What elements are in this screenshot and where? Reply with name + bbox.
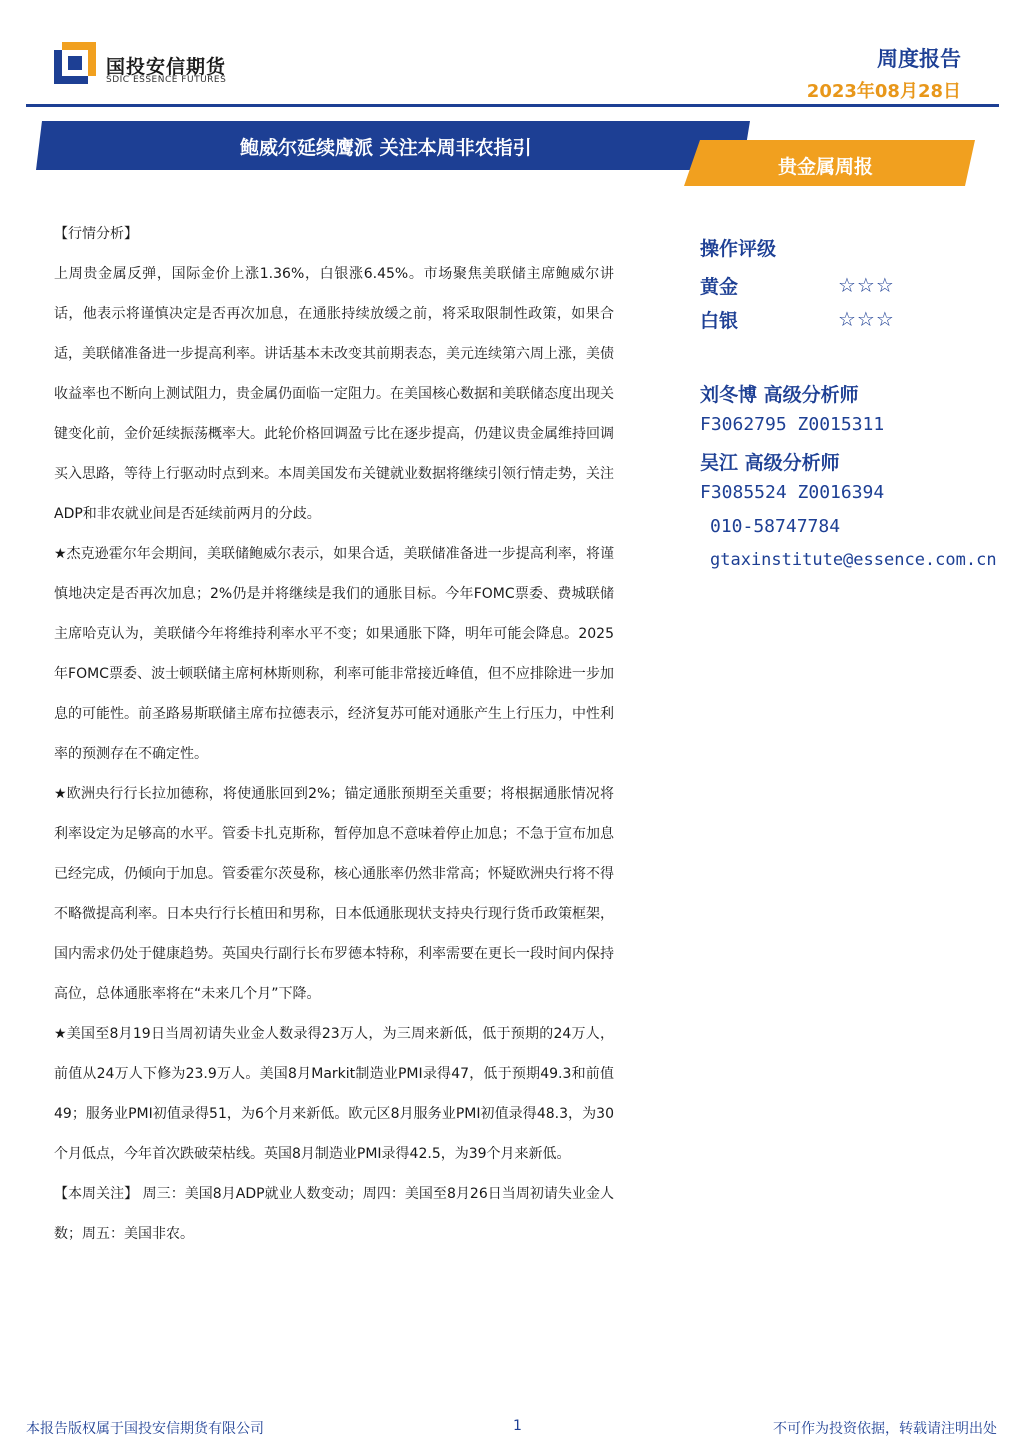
rating-row-gold	[700, 268, 1025, 302]
footer-copyright: 本报告版权属于国投安信期货有限公司	[26, 1421, 264, 1437]
report-type: 周度报告	[877, 47, 961, 71]
analyst-name: 吴江 高级分析师	[700, 452, 840, 474]
rating-name: 白银	[700, 309, 739, 332]
star-rating-icon: ☆☆☆	[838, 307, 895, 331]
week-focus-text: 周三：美国8月ADP就业人数变动；周四：美国至8月26日当周初请失业金人数；周五：美国非农。	[54, 1186, 614, 1242]
analyst-name: 刘冬博 高级分析师	[700, 384, 859, 406]
contact-email-link[interactable]: gtaxinstitute@essence.com.cn	[710, 550, 997, 570]
page-number: 1	[513, 1418, 522, 1434]
footer-disclaimer: 不可作为投资依据，转载请注明出处	[773, 1421, 997, 1437]
rating-title: 操作评级	[700, 238, 777, 260]
analyst-block	[700, 380, 1025, 584]
section-market-heading: 【行情分析】	[54, 226, 138, 242]
paragraph-ecb: ★欧洲央行行长拉加德称，将使通胀回到2%；锚定通胀预期至关重要；将根据通胀情况将利率设定为足够高的水平。管委卡扎克斯称，暂停加息不意味着停止加息；不急于宣布加息已经完成，仍倾向于加息。管委霍尔茨曼称，核心通胀率仍然非常高；怀疑欧洲央行将不得不略微提高利率。日本央行行长植田和男称，日本低通胀现状支持央行现行货币政策框架，国内需求仍处于健康趋势。英国央行副行长布罗德本特称，利率需要在更长一段时间内保持高位，总体通胀率将在“未来几个月”下降。	[54, 786, 614, 1002]
contact-phone: 010-58747784	[710, 516, 841, 537]
company-name-en: SDIC ESSENCE FUTURES	[106, 75, 227, 85]
analyst-license: F3062795 Z0015311	[700, 414, 885, 435]
rating-row-silver	[700, 302, 1025, 336]
analyst-license: F3085524 Z0016394	[700, 482, 885, 503]
header-divider	[26, 104, 999, 107]
star-rating-icon: ☆☆☆	[838, 273, 895, 297]
paragraph-fed: ★杰克逊霍尔年会期间，美联储鲍威尔表示，如果合适，美联储准备进一步提高利率，将谨慎地决定是否再次加息；2%仍是并将继续是我们的通胀目标。今年FOMC票委、费城联储主席哈克认为，美联储今年将维持利率水平不变；如果通胀下降，明年可能会降息。2025年FOMC票委、波士顿联储主席柯林斯则称，利率可能非常接近峰值，但不应排除进一步加息的可能性。前圣路易斯联储主席布拉德表示，经济复苏可能对通胀产生上行压力，中性利率的预测存在不确定性。	[54, 546, 614, 762]
paragraph-data: ★美国至8月19日当周初请失业金人数录得23万人，为三周来新低，低于预期的24万人，前值从24万人下修为23.9万人。美国8月Markit制造业PMI录得47，低于预期49.3和前值49；服务业PMI初值录得51，为6个月来新低。欧元区8月服务业PMI初值录得48.3，为30个月低点，今年首次跌破荣枯线。英国8月制造业PMI录得42.5，为39个月来新低。	[54, 1026, 614, 1162]
sidebar	[700, 234, 1025, 584]
report-category: 贵金属周报	[778, 156, 874, 178]
section-week-heading: 【本周关注】	[54, 1186, 139, 1202]
paragraph-market-summary: 上周贵金属反弹，国际金价上涨1.36%，白银涨6.45%。市场聚焦美联储主席鲍威尔讲话，他表示将谨慎决定是否再次加息，在通胀持续放缓之前，将采取限制性政策，如果合适，美联储准备进一步提高利率。讲话基本未改变其前期表态，美元连续第六周上涨，美债收益率也不断向上测试阻力，贵金属仍面临一定阻力。在美国核心数据和美联储态度出现关键变化前，金价延续振荡概率大。此轮价格回调盈亏比在逐步提高，仍建议贵金属维持回调买入思路，等待上行驱动时点到来。本周美国发布关键就业数据将继续引领行情走势，关注ADP和非农就业间是否延续前两月的分歧。	[54, 266, 614, 522]
report-title: 鲍威尔延续鹰派 关注本周非农指引	[240, 137, 532, 159]
report-date: 2023年08月28日	[806, 81, 961, 102]
paragraph-week-focus	[54, 1174, 614, 1254]
rating-name: 黄金	[700, 275, 739, 298]
company-name-cn: 国投安信期货	[106, 56, 227, 78]
analysis-body	[54, 214, 614, 1254]
company-logo-icon	[54, 42, 96, 84]
